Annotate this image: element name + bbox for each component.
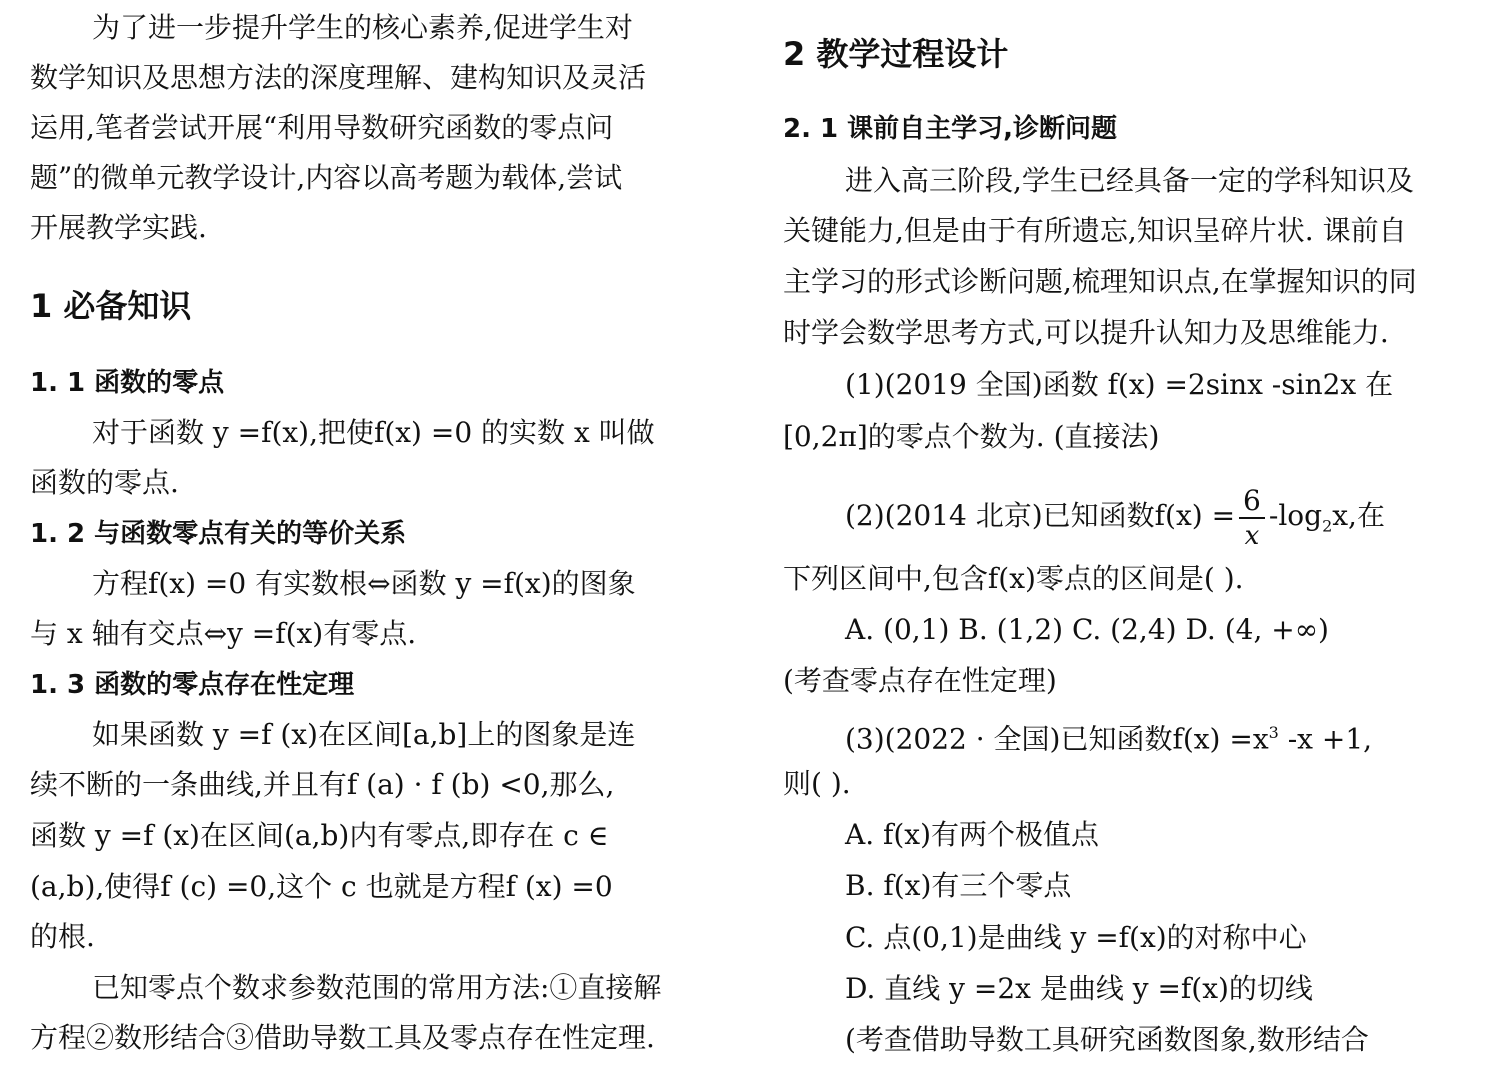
intro-line-4: 题”的微单元教学设计,内容以高考题为载体,尝试 [30, 161, 623, 194]
q2-line-1 [845, 483, 1385, 551]
section-2-1-title: 2. 1 课前自主学习,诊断问题 [783, 114, 1118, 144]
s12-line-2: 与 x 轴有交点⇔y =f(x)有零点. [30, 617, 417, 650]
q2-fraction [1239, 483, 1265, 551]
intro-line-1: 为了进一步提升学生的核心素养,促进学生对 [92, 11, 633, 44]
methods-line-1: 已知零点个数求参数范围的常用方法:①直接解 [92, 971, 662, 1004]
s13-line-5: 的根. [30, 920, 95, 953]
s21-line-4: 时学会数学思考方式,可以提升认知力及思维能力. [783, 316, 1389, 349]
q2-log-base: 2 [1322, 516, 1333, 536]
section-1-1-title: 1. 1 函数的零点 [30, 368, 225, 398]
q2-options: A. (0,1) B. (1,2) C. (2,4) D. (4, +∞) [845, 613, 1329, 646]
intro-line-5: 开展教学实践. [30, 211, 207, 244]
intro-line-3: 运用,笔者尝试开展“利用导数研究函数的零点问 [30, 111, 614, 144]
section-1-2-title: 1. 2 与函数零点有关的等价关系 [30, 519, 407, 549]
intro-line-2: 数学知识及思想方法的深度理解、建构知识及灵活 [30, 61, 647, 94]
section-1-title: 1 必备知识 [30, 287, 192, 325]
q2-log: -log [1268, 499, 1323, 532]
q3-line-2: 则( ). [783, 767, 851, 800]
s12-line-1: 方程f(x) =0 有实数根⇔函数 y =f(x)的图象 [92, 567, 636, 600]
s11-line-2: 函数的零点. [30, 466, 179, 499]
s21-line-1: 进入高三阶段,学生已经具备一定的学科知识及 [845, 164, 1414, 197]
q2-prefix: (2)(2014 北京)已知函数f(x) = [845, 499, 1236, 532]
q2-note: (考查零点存在性定理) [783, 664, 1057, 697]
q1-line-1: (1)(2019 全国)函数 f(x) =2sinx -sin2x 在 [845, 368, 1394, 401]
s21-line-3: 主学习的形式诊断问题,梳理知识点,在掌握知识的同 [783, 265, 1417, 298]
s13-line-2: 续不断的一条曲线,并且有f (a) · f (b) <0,那么, [30, 768, 615, 801]
s11-line-1: 对于函数 y =f(x),把使f(x) =0 的实数 x 叫做 [92, 416, 655, 449]
q3-option-a: A. f(x)有两个极值点 [845, 818, 1100, 851]
q2-line-2: 下列区间中,包含f(x)零点的区间是( ). [783, 562, 1244, 595]
q2-fraction-numerator: 6 [1239, 487, 1265, 519]
s13-line-1: 如果函数 y =f (x)在区间[a,b]上的图象是连 [92, 718, 636, 751]
q2-tail: x,在 [1332, 499, 1385, 532]
q2-fraction-denominator: x [1244, 520, 1260, 551]
q1-line-2: [0,2π]的零点个数为. (直接法) [783, 420, 1160, 453]
section-2-title: 2 教学过程设计 [783, 35, 1009, 73]
methods-line-2: 方程②数形结合③借助导数工具及零点存在性定理. [30, 1021, 655, 1054]
s13-line-3: 函数 y =f (x)在区间(a,b)内有零点,即存在 c ∈ [30, 819, 609, 852]
q3-option-c: C. 点(0,1)是曲线 y =f(x)的对称中心 [845, 921, 1307, 954]
s13-line-4: (a,b),使得f (c) =0,这个 c 也就是方程f (x) =0 [30, 870, 613, 903]
q3-line-1 [845, 716, 1373, 756]
q3-option-b: B. f(x)有三个零点 [845, 869, 1072, 902]
section-1-3-title: 1. 3 函数的零点存在性定理 [30, 670, 355, 700]
q3-exponent: 3 [1268, 723, 1279, 742]
s21-line-2: 关键能力,但是由于有所遗忘,知识呈碎片状. 课前自 [783, 214, 1407, 247]
q3-suffix: -x +1, [1278, 722, 1373, 756]
q3-prefix: (3)(2022 · 全国)已知函数f(x) =x [845, 722, 1269, 756]
q3-option-d: D. 直线 y =2x 是曲线 y =f(x)的切线 [845, 972, 1313, 1005]
q3-note: (考查借助导数工具研究函数图象,数形结合 [845, 1023, 1369, 1056]
